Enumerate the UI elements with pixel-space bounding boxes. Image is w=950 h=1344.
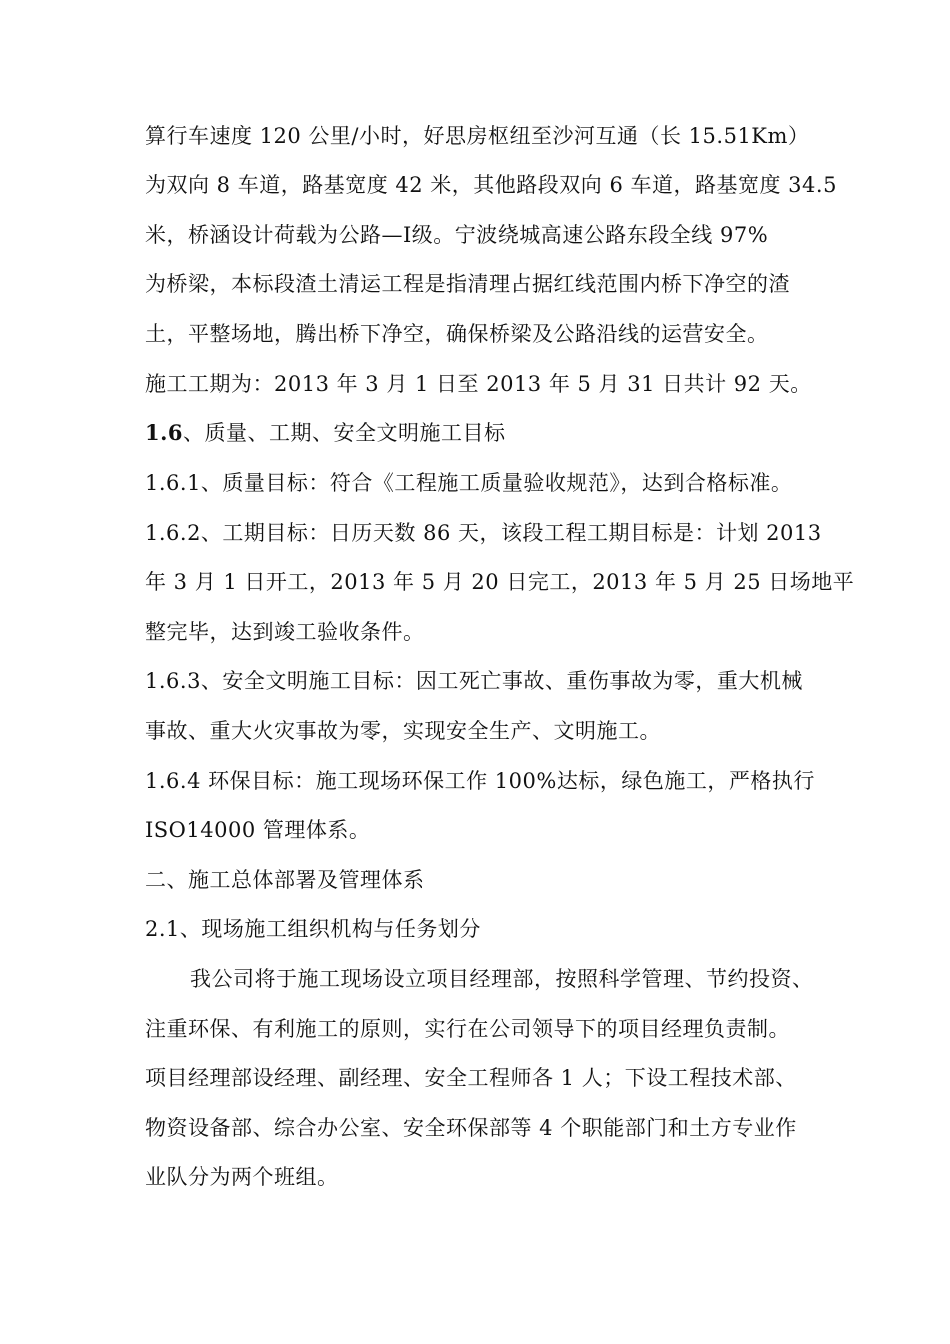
goal-line: 年 3 月 1 日开工，2013 年 5 月 20 日完工，2013 年 5 月 25 日场地平	[145, 570, 855, 594]
paragraph-line: 物资设备部、综合办公室、安全环保部等 4 个职能部门和土方专业作	[145, 1116, 797, 1140]
goal-line: 1.6.2、工期目标：日历天数 86 天，该段工程工期目标是：计划 2013	[145, 521, 822, 545]
goal-line: 整完毕，达到竣工验收条件。	[145, 620, 425, 644]
section-number: 1.6	[145, 420, 184, 445]
text-line: 土，平整场地，腾出桥下净空，确保桥梁及公路沿线的运营安全。	[145, 322, 769, 346]
paragraph-line: 我公司将于施工现场设立项目经理部，按照科学管理、节约投资、	[190, 967, 814, 991]
text-line: 为双向 8 车道，路基宽度 42 米，其他路段双向 6 车道，路基宽度 34.5	[145, 173, 837, 197]
text-line: 为桥梁，本标段渣土清运工程是指清理占据红线范围内桥下净空的渣	[145, 272, 790, 296]
section-heading-2-1: 2.1、现场施工组织机构与任务划分	[145, 917, 481, 941]
paragraph-line: 注重环保、有利施工的原则，实行在公司领导下的项目经理负责制。	[145, 1017, 790, 1041]
goal-line: 1.6.3、安全文明施工目标：因工死亡事故、重伤事故为零，重大机械	[145, 669, 803, 693]
goal-line: 事故、重大火灾事故为零，实现安全生产、文明施工。	[145, 719, 661, 743]
section-title: 、质量、工期、安全文明施工目标	[183, 421, 506, 445]
goal-line: ISO14000 管理体系。	[145, 818, 371, 842]
section-heading-1-6	[145, 418, 845, 448]
goal-line: 1.6.1、质量目标：符合《工程施工质量验收规范》，达到合格标准。	[145, 471, 793, 495]
text-line: 算行车速度 120 公里/小时，好思房枢纽至沙河互通（长 15.51Km）	[145, 124, 810, 148]
goal-line: 1.6.4 环保目标：施工现场环保工作 100%达标，绿色施工，严格执行	[145, 769, 815, 793]
chapter-heading: 二、施工总体部署及管理体系	[145, 868, 425, 892]
text-line: 米，桥涵设计荷载为公路—Ⅰ级。宁波绕城高速公路东段全线 97%	[145, 223, 769, 247]
text-line: 施工工期为：2013 年 3 月 1 日至 2013 年 5 月 31 日共计 92 天。	[145, 372, 812, 396]
paragraph-line: 项目经理部设经理、副经理、安全工程师各 1 人；下设工程技术部、	[145, 1066, 797, 1090]
paragraph-line: 业队分为两个班组。	[145, 1165, 339, 1189]
